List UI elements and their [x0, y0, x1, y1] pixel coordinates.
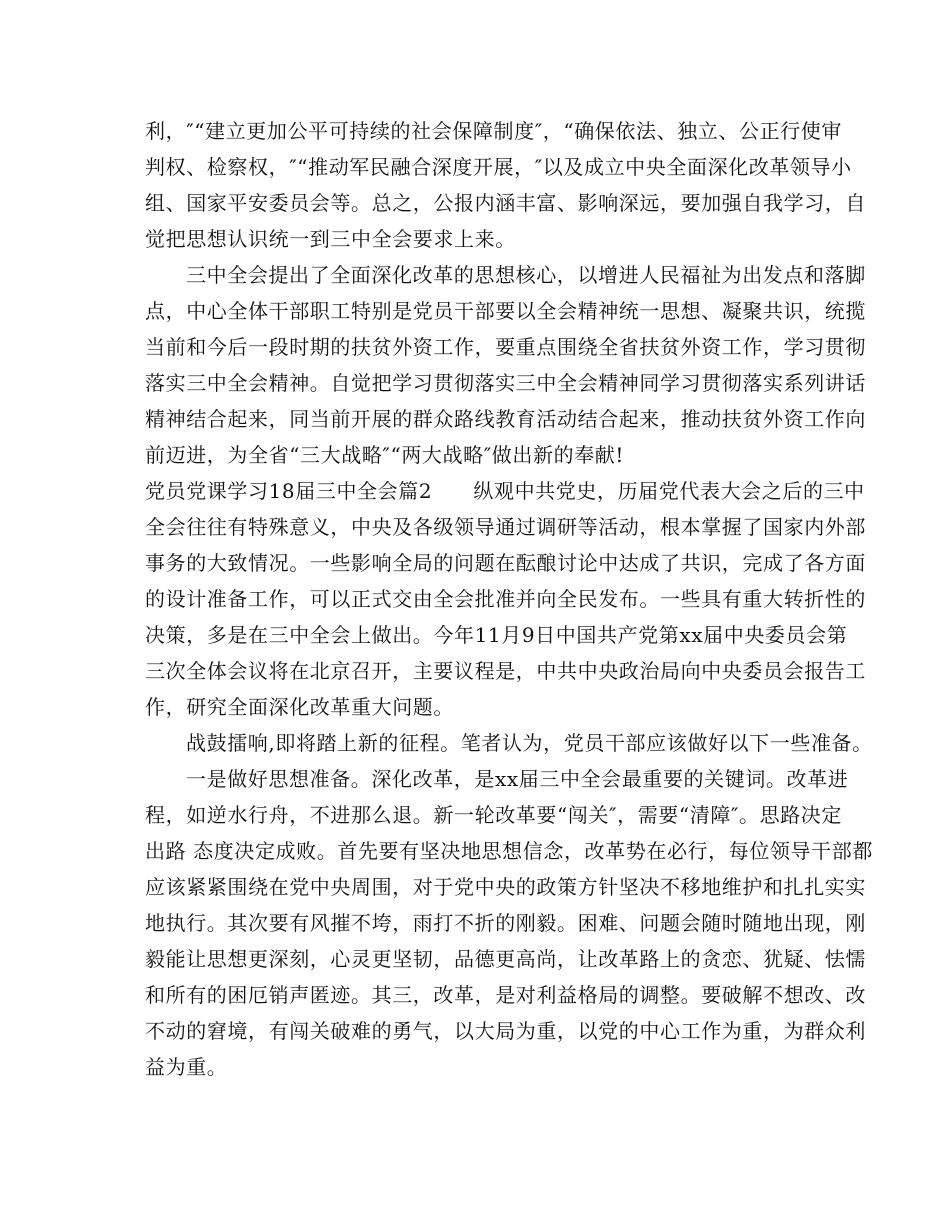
text-line: 组、国家平安委员会等。总之，公报内涵丰富、影响深远，要加强自我学习，自	[145, 191, 866, 215]
document-body	[145, 113, 873, 1085]
text-line: 毅能让思想更深刻，心灵更坚韧，品德更高尚，让改革路上的贪恋、犹疑、怯懦	[145, 947, 866, 971]
text-line: 决策，多是在三中全会上做出。今年11月9日中国共产党第xx届中央委员会第	[145, 623, 848, 647]
text-line: 觉把思想认识统一到三中全会要求上来。	[145, 227, 516, 251]
text-line: 程，如逆水行舟，不进那么退。新一轮改革要“闯关″，需要“清障″。思路决定	[145, 803, 842, 827]
text-line: 判权、检察权，″“推动军民融合深度开展，″以及成立中央全面深化改革领导小	[145, 155, 852, 179]
text-line: 点，中心全体干部职工特别是党员干部要以全会精神统一思想、凝聚共识，统揽	[145, 299, 866, 323]
text-line: 不动的窘境，有闯关破难的勇气，以大局为重，以党的中心工作为重，为群众利	[145, 1019, 866, 1043]
text-line: 前迈进，为全省“三大战略″“两大战略″做出新的奉献!	[145, 443, 625, 467]
text-line: 当前和今后一段时期的扶贫外资工作，要重点围绕全省扶贫外资工作，学习贯彻	[145, 335, 866, 359]
text-line: 精神结合起来，同当前开展的群众路线教育活动结合起来，推动扶贫外资工作向	[145, 407, 866, 431]
section-heading-line: 党员党课学习18届三中全会篇2 纵观中共党史，历届党代表大会之后的三中	[145, 479, 865, 503]
text-line: 的设计准备工作，可以正式交由全会批准并向全民发布。一些具有重大转折性的	[145, 587, 866, 611]
text-line: 利，″“建立更加公平可持续的社会保障制度″，“确保依法、独立、公正行使审	[145, 119, 842, 143]
text-line: 全会往往有特殊意义，中央及各级领导通过调研等活动，根本掌握了国家内外部	[145, 515, 866, 539]
text-line: 出路 态度决定成败。首先要有坚决地思想信念，改革势在必行，每位领导干部都	[145, 839, 873, 863]
text-line: 和所有的困厄销声匿迹。其三，改革，是对利益格局的调整。要破解不想改、改	[145, 983, 866, 1007]
text-line: 一是做好思想准备。深化改革，是xx届三中全会最重要的关键词。改革进	[186, 767, 849, 791]
text-line: 落实三中全会精神。自觉把学习贯彻落实三中全会精神同学习贯彻落实系列讲话	[145, 371, 866, 395]
text-line: 事务的大致情况。一些影响全局的问题在酝酿讨论中达成了共识，完成了各方面	[145, 551, 866, 575]
text-line: 益为重。	[145, 1055, 228, 1079]
text-line: 应该紧紧围绕在党中央周围，对于党中央的政策方针坚决不移地维护和扎扎实实	[145, 875, 866, 899]
text-line: 三中全会提出了全面深化改革的思想核心，以增进人民福祉为出发点和落脚	[186, 263, 866, 287]
text-line: 三次全体会议将在北京召开，主要议程是，中共中央政治局向中央委员会报告工	[145, 659, 866, 683]
text-line: 地执行。其次要有风摧不垮，雨打不折的刚毅。困难、问题会随时随地出现，刚	[145, 911, 866, 935]
text-line: 战鼓擂响,即将踏上新的征程。笔者认为，党员干部应该做好以下一些准备。	[186, 731, 873, 755]
text-line: 作，研究全面深化改革重大问题。	[145, 695, 454, 719]
